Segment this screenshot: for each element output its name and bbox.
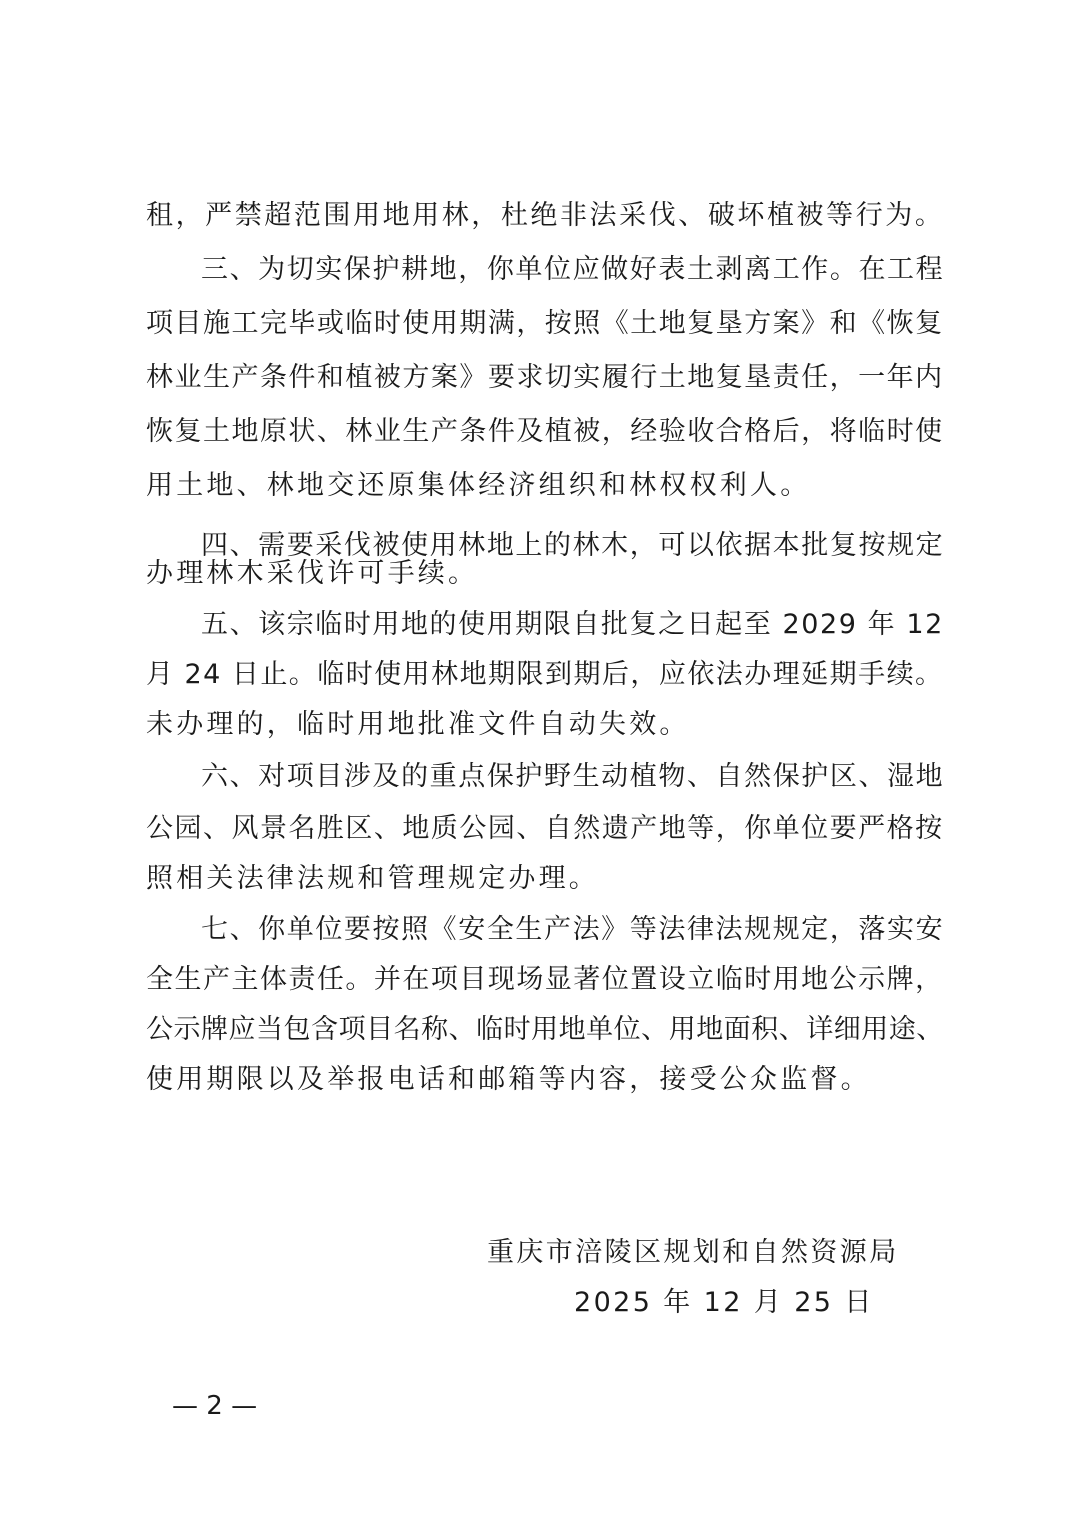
body-text-line: 五、该宗临时用地的使用期限自批复之日起至 2029 年 12 — [201, 609, 944, 640]
body-text-line: 公示牌应当包含项目名称、临时用地单位、用地面积、详细用途、 — [146, 1014, 944, 1045]
page-number: — 2 — — [172, 1391, 258, 1421]
body-text-line: 用土地、林地交还原集体经济组织和林权权利人。 — [146, 470, 811, 501]
body-text-line: 办理林木采伐许可手续。 — [146, 558, 479, 589]
body-text-line: 照相关法律法规和管理规定办理。 — [146, 863, 599, 894]
body-text-line: 林业生产条件和植被方案》要求切实履行土地复垦责任，一年内 — [146, 362, 944, 393]
signature-date: 2025 年 12 月 25 日 — [574, 1287, 874, 1318]
body-text-line: 租，严禁超范围用地用林，杜绝非法采伐、破坏植被等行为。 — [146, 200, 945, 231]
signature-organization: 重庆市涪陵区规划和自然资源局 — [487, 1237, 899, 1268]
body-text-line: 公园、风景名胜区、地质公园、自然遗产地等，你单位要严格按 — [146, 813, 944, 844]
body-text-line: 使用期限以及举报电话和邮箱等内容，接受公众监督。 — [146, 1064, 871, 1095]
body-text-line: 三、为切实保护耕地，你单位应做好表土剥离工作。在工程 — [201, 254, 945, 285]
body-text-line: 恢复土地原状、林业生产条件及植被，经验收合格后，将临时使 — [146, 416, 944, 447]
body-text-line: 六、对项目涉及的重点保护野生动植物、自然保护区、湿地 — [201, 761, 945, 792]
body-text-line: 四、需要采伐被使用林地上的林木，可以依据本批复按规定 — [201, 530, 945, 561]
body-text-line: 月 24 日止。临时使用林地期限到期后，应依法办理延期手续。 — [146, 659, 944, 690]
body-text-line: 七、你单位要按照《安全生产法》等法律法规规定，落实安 — [201, 914, 945, 945]
body-text-line: 项目施工完毕或临时使用期满，按照《土地复垦方案》和《恢复 — [146, 308, 944, 339]
body-text-line: 全生产主体责任。并在项目现场显著位置设立临时用地公示牌， — [146, 964, 944, 995]
body-text-line: 未办理的，临时用地批准文件自动失效。 — [146, 709, 690, 740]
